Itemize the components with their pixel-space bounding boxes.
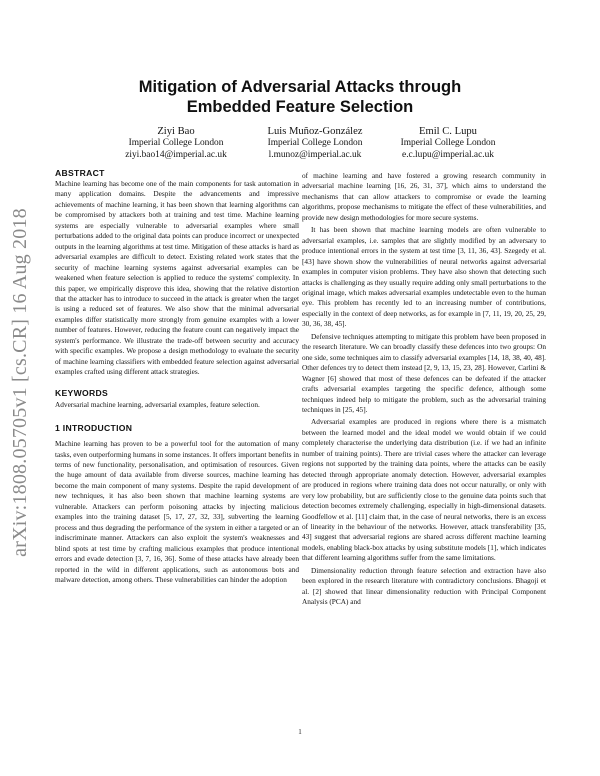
arxiv-stamp-text: arXiv:1808.05705v1 [cs.CR] 16 Aug 2018 xyxy=(8,207,31,557)
author-affiliation: Imperial College London xyxy=(267,138,363,148)
author-email: l.munoz@imperial.ac.uk xyxy=(268,149,362,160)
left-column xyxy=(55,168,299,585)
abstract-text: Machine learning has become one of the main components for task automation in many application domains. Despite the advancements and impressive achievements of machine learning, it has been shown that learning algorithms can be compromised by attackers both at training and test time. Machine learning systems are especially vulnerable to adversarial examples where small perturbations added to the original data points can produce incorrect or unexpected outputs in the learning algorithms at test time. Mitigation of these attacks is hard as adversarial examples are difficult to detect. Existing related work states that the security of machine learning systems against adversarial examples can be weakened when feature selection is applied to reduce the systems' complexity. In this paper, we empirically disprove this idea, showing that the relative distortion that the attacker has to introduce to succeed in the attack is greater when the target is using a reduced set of features. We also show that the minimal adversarial examples differ statistically more strongly from genuine examples with a lower number of features. However, reducing the feature count can negatively impact the system's performance. We illustrate the trade-off between security and accuracy with specific examples. We propose a design methodology to evaluate the security of machine learning classifiers with embedded feature selection against adversarial examples crafted using different attack strategies. xyxy=(55,179,299,377)
paper-title xyxy=(60,77,540,117)
author-affiliation: Imperial College London xyxy=(128,138,224,148)
title-line-1: Mitigation of Adversarial Attacks through xyxy=(138,78,462,96)
introduction-paragraph: Machine learning has proven to be a powerful tool for the automation of many tasks, even outperforming humans in some instances. It offers important benefits in terms of new functionality, personalisation, and optimisation of resources. Given the huge amount of data available from diverse sources, machine learning has become the main component of many systems. Despite the rapid development of new techniques, it has also been shown that machine learning systems are vulnerable. Attackers can perform poisoning attacks by injecting malicious examples into the training dataset [5, 17, 27, 32, 33], subverting the learning process and thus degrading the performance of the system in either a targeted or an indiscriminate manner. Attackers can also exploit the system's weaknesses and blind spots at test time by crafting malicious examples that produce intentional errors and evade detection [3, 7, 16, 36]. Some of these attacks have already been reported in the wild in different applications, such as autonomous bots and malware detection, among others. These vulnerabilities can hinder the adoption xyxy=(55,439,299,584)
body-paragraph-4: Adversarial examples are produced in regions where there is a mismatch between the learned model and the ideal model we would obtain if we could completely characterise the underlying data distribution (i.e. if we had an infinite number of training points). There are trivial cases where the attacker can leverage regions not supported by the training data points, where the attacks can be easily detected through appropriate anomaly detection. However, adversarial examples are produced in regions where training data does not occur naturally, or only with very low probability, but are sufficiently close to the genuine data points such that detection becomes extremely challenging, especially in high-dimensional datasets. Goodfellow et al. [11] claim that, in the case of neural networks, there is an excess of linearity in the behaviour of the networks. However, attack transferability [35, 43] suggest that adversarial regions are shared across different machine learning models, enabling black-box attacks by using substitute models [1], which indicates that different learning algorithms suffer from the same limitations. xyxy=(302,417,546,563)
author-block-3 xyxy=(368,125,528,161)
keywords-heading: KEYWORDS xyxy=(55,387,109,398)
author-email: e.c.lupu@imperial.ac.uk xyxy=(402,149,494,160)
introduction-heading: 1 INTRODUCTION xyxy=(55,423,133,434)
author-block-1 xyxy=(96,125,256,161)
abstract-heading: ABSTRACT xyxy=(55,168,105,178)
author-affiliation: Imperial College London xyxy=(400,138,496,148)
author-name: Luis Muñoz-González xyxy=(267,126,363,137)
body-paragraph-3: Defensive techniques attempting to mitigate this problem have been proposed in the research literature. We can broadly classify these defences into two groups: On one side, some techniques aim to classify adversarial examples [14, 18, 38, 40, 48]. Other defences try to detect them instead [2, 9, 13, 15, 23, 28]. However, Carlini & Wagner [6] showed that most of these defences can be defeated if the attacker crafts adversarial examples targeting the specific defence, although some techniques indeed help to mitigate the problem, such as the adversarial training techniques in [25, 45]. xyxy=(302,331,546,414)
keywords-text: Adversarial machine learning, adversarial examples, feature selection. xyxy=(55,399,260,409)
body-paragraph-5: Dimensionality reduction through feature selection and extraction have also been explored in the research literature with contradictory conclusions. Bhagoji et al. [2] showed that linear dimensionality reduction with Principal Component Analysis (PCA) and xyxy=(302,565,546,607)
body-paragraph-2: It has been shown that machine learning models are often vulnerable to adversarial examples, i.e. samples that are slightly modified by an adversary to produce intentional errors in the system at test time [3, 11, 36, 43]. Szegedy et al. [43] have shown show the vulnerabilities of neural networks against adversarial examples in computer vision problems. They have also shown that detecting such attacks is challenging as they usually require adding only small perturbations to the original image, which makes adversarial examples undetectable even to the human eye. This problem has recently led to an increasing number of contributions, especially in the context of deep networks, as for example in [7, 11, 19, 20, 25, 29, 30, 36, 38, 45]. xyxy=(302,225,546,329)
arxiv-stamp xyxy=(2,172,38,592)
intro-continuation: of machine learning and have fostered a growing research community in adversarial machine learning [16, 26, 31, 37], which aims to understand the mechanisms that can allow attackers to compromise or evade the learning algorithms, propose mechanisms to mitigate the effect of these vulnerabilities, and provide new design methodologies for more secure systems. xyxy=(302,171,546,222)
author-name: Emil C. Lupu xyxy=(419,126,477,137)
page-number: 1 xyxy=(298,728,302,736)
author-email: ziyi.bao14@imperial.ac.uk xyxy=(125,149,227,160)
right-column xyxy=(302,171,546,608)
title-line-2: Embedded Feature Selection xyxy=(186,98,414,116)
author-name: Ziyi Bao xyxy=(157,126,195,137)
